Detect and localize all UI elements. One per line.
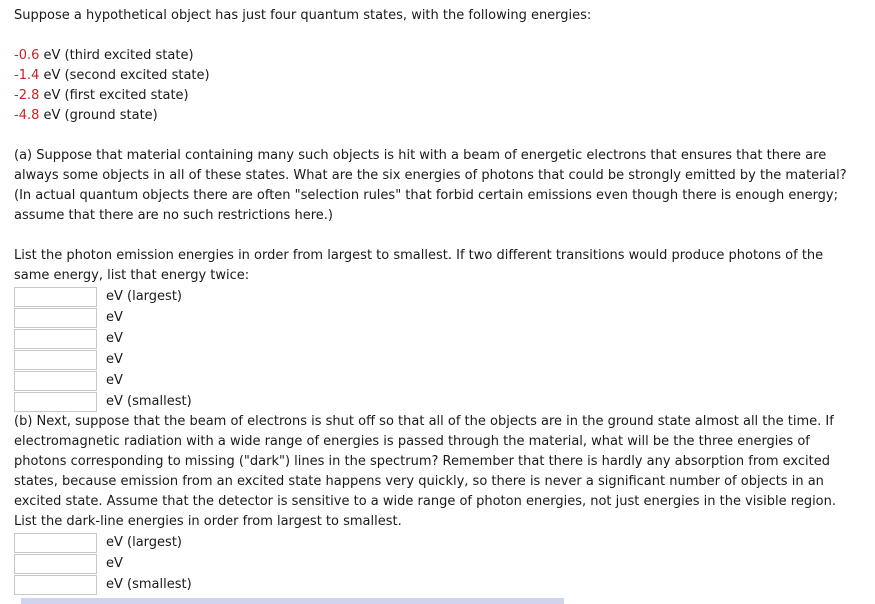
state-energy: -4.8	[14, 108, 40, 123]
energy-state	[14, 86, 864, 106]
unit-label: eV	[106, 330, 123, 346]
part-b-answer-input[interactable]	[14, 575, 97, 595]
answer-row	[14, 532, 864, 553]
part-a-answer-input[interactable]	[14, 329, 97, 349]
answer-row	[14, 349, 864, 370]
unit-label: eV	[106, 372, 123, 388]
part-b-answer-input[interactable]	[14, 533, 97, 553]
energy-state	[14, 106, 864, 126]
answer-row	[14, 286, 864, 307]
state-energy: -1.4	[14, 68, 40, 83]
unit-label: eV	[106, 555, 123, 571]
part-b-question: (b) Next, suppose that the beam of electrons is shut off so that all of the objects are in the ground state almost all the time. If electromagnetic radiation with a wide range of energies is passed through the material, what will be the three energies of photons corresponding to missing ("dark") lines in the spectrum? Remember that there is hardly any absorption from excited states, because emission from an excited state happens very quickly, so there is never a significant number of objects in an excited state. Assume that the detector is sensitive to a wide range of photon energies, not just energies in the visible region. List the dark-line energies in order from largest to smallest.	[14, 414, 837, 529]
part-b-answers	[14, 532, 864, 595]
energy-state	[14, 66, 864, 86]
answer-row	[14, 328, 864, 349]
state-label: eV (first excited state)	[39, 88, 189, 103]
intro-text: Suppose a hypothetical object has just four quantum states, with the following energies:	[14, 8, 592, 23]
part-a-instruction: List the photon emission energies in order from largest to smallest. If two different transitions would produce photons of the same energy, list that energy twice:	[14, 248, 824, 283]
answer-row	[14, 370, 864, 391]
unit-label: eV	[106, 351, 123, 367]
part-b-answer-input[interactable]	[14, 554, 97, 574]
answer-row	[14, 307, 864, 328]
unit-label: eV (largest)	[106, 288, 182, 304]
part-a-question: (a) Suppose that material containing many such objects is hit with a beam of energetic electrons that ensures that there are always some objects in all of these states. What are the six energies of photons that could be strongly emitted by the material? (In actual quantum objects there are often "selection rules" that forbid certain emissions even though there is enough energy; assume that there are no such restrictions here.)	[14, 148, 847, 223]
part-a-answer-input[interactable]	[14, 308, 97, 328]
part-a-answers	[14, 286, 864, 412]
part-a-answer-input[interactable]	[14, 350, 97, 370]
unit-label: eV (smallest)	[106, 393, 192, 409]
state-energy: -0.6	[14, 48, 40, 63]
submit-bar	[21, 598, 564, 604]
unit-label: eV (largest)	[106, 534, 182, 550]
answer-row	[14, 553, 864, 574]
answer-row	[14, 391, 864, 412]
state-energy: -2.8	[14, 88, 40, 103]
unit-label: eV (smallest)	[106, 576, 192, 592]
state-label: eV (ground state)	[39, 108, 158, 123]
energy-state	[14, 46, 864, 66]
state-label: eV (third excited state)	[39, 48, 194, 63]
part-a-answer-input[interactable]	[14, 392, 97, 412]
state-label: eV (second excited state)	[39, 68, 210, 83]
unit-label: eV	[106, 309, 123, 325]
answer-row	[14, 574, 864, 595]
part-a-answer-input[interactable]	[14, 287, 97, 307]
energy-state-list	[14, 46, 864, 126]
part-a-answer-input[interactable]	[14, 371, 97, 391]
